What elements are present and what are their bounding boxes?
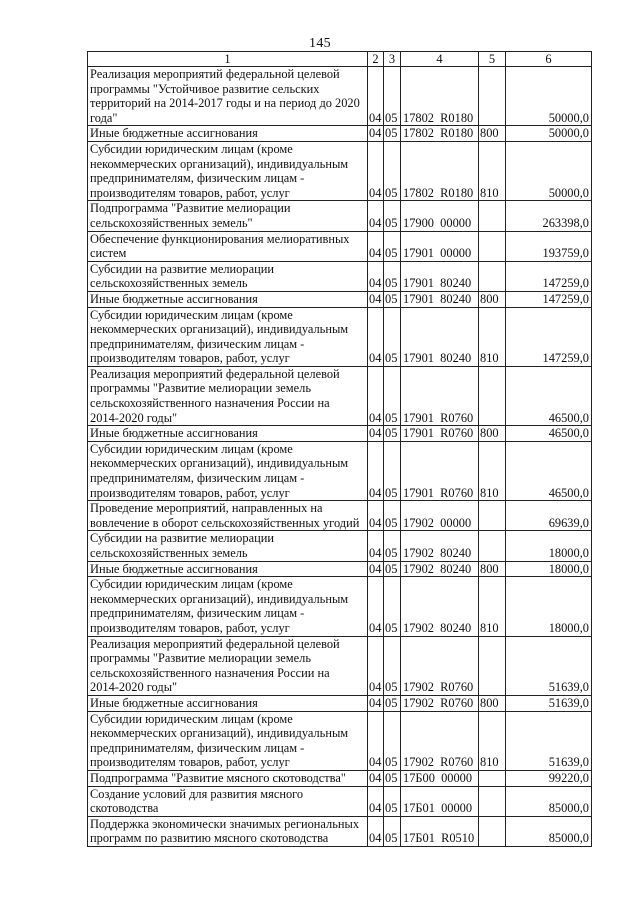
row-expense-type: 810 — [479, 577, 506, 636]
row-description-line: скотоводства — [90, 801, 159, 816]
table-header-row — [88, 52, 592, 67]
row-description-line: Субсидии на развитие мелиорации — [90, 531, 274, 546]
row-section-code: 04 — [368, 786, 384, 816]
row-target-code: 17902 00000 — [401, 501, 479, 531]
row-section-code: 04 — [368, 307, 384, 366]
row-subsection-code: 05 — [384, 501, 401, 531]
header-col-1: 1 — [88, 52, 368, 67]
row-amount: 46500,0 — [506, 366, 592, 425]
table-row — [88, 141, 592, 200]
row-description-line: Реализация мероприятий федеральной целевой — [90, 366, 340, 381]
row-expense-type — [479, 67, 506, 126]
header-col-6: 6 — [506, 52, 592, 67]
row-amount: 147259,0 — [506, 307, 592, 366]
row-amount: 193759,0 — [506, 231, 592, 261]
row-description-line: территорий на 2014-2017 годы и на период до 2020 — [90, 96, 360, 111]
row-target-code: 17802 R0180 — [401, 126, 479, 142]
row-description-line: сельскохозяйственных земель" — [90, 215, 253, 230]
row-section-code: 04 — [368, 366, 384, 425]
row-description — [88, 201, 368, 231]
row-description-line: Субсидии на развитие мелиорации — [90, 261, 274, 276]
row-target-code: 17901 80240 — [401, 291, 479, 307]
row-description-line: Субсидии юридическим лицам (кроме — [90, 441, 293, 456]
row-subsection-code: 05 — [384, 695, 401, 711]
row-description-line: некоммерческих организаций), индивидуальным — [90, 156, 349, 171]
row-description-line: программы "Развитие мелиорации земель — [90, 651, 311, 666]
row-amount: 18000,0 — [506, 577, 592, 636]
row-section-code: 04 — [368, 141, 384, 200]
row-subsection-code: 05 — [384, 201, 401, 231]
row-expense-type: 810 — [479, 307, 506, 366]
row-target-code: 17902 80240 — [401, 561, 479, 577]
row-subsection-code: 05 — [384, 711, 401, 770]
row-expense-type: 800 — [479, 426, 506, 442]
table-row — [88, 786, 592, 816]
header-col-2: 2 — [368, 52, 384, 67]
row-description — [88, 126, 368, 142]
row-subsection-code: 05 — [384, 770, 401, 786]
row-target-code: 17902 80240 — [401, 531, 479, 561]
row-expense-type: 810 — [479, 711, 506, 770]
row-section-code: 04 — [368, 126, 384, 142]
row-description — [88, 141, 368, 200]
table-row — [88, 561, 592, 577]
row-description-line: сельскохозяйственного назначения России на — [90, 665, 330, 680]
table-row — [88, 201, 592, 231]
row-subsection-code: 05 — [384, 786, 401, 816]
row-description — [88, 770, 368, 786]
row-description-line: Иные бюджетные ассигнования — [90, 291, 258, 306]
row-description — [88, 636, 368, 695]
row-section-code: 04 — [368, 636, 384, 695]
row-description-line: сельскохозяйственных земель — [90, 276, 248, 291]
row-description-line: года" — [90, 110, 118, 125]
row-amount: 46500,0 — [506, 441, 592, 500]
row-target-code: 17901 00000 — [401, 231, 479, 261]
row-subsection-code: 05 — [384, 636, 401, 695]
header-col-5: 5 — [479, 52, 506, 67]
row-description-line: Обеспечение функционирования мелиоративных — [90, 231, 350, 246]
row-target-code: 17901 R0760 — [401, 441, 479, 500]
row-expense-type — [479, 501, 506, 531]
row-subsection-code: 05 — [384, 291, 401, 307]
row-target-code: 17Б01 R0510 — [401, 816, 479, 846]
row-expense-type: 810 — [479, 441, 506, 500]
table-row — [88, 441, 592, 500]
row-subsection-code: 05 — [384, 67, 401, 126]
row-description — [88, 366, 368, 425]
row-subsection-code: 05 — [384, 426, 401, 442]
row-amount: 50000,0 — [506, 141, 592, 200]
row-description-line: Субсидии юридическим лицам (кроме — [90, 577, 293, 592]
row-description — [88, 67, 368, 126]
row-amount: 147259,0 — [506, 261, 592, 291]
row-description-line: Подпрограмма "Развитие мелиорации — [90, 201, 291, 216]
row-target-code: 17900 00000 — [401, 201, 479, 231]
row-description-line: Субсидии юридическим лицам (кроме — [90, 711, 293, 726]
row-subsection-code: 05 — [384, 561, 401, 577]
row-subsection-code: 05 — [384, 126, 401, 142]
row-target-code: 17901 R0760 — [401, 426, 479, 442]
row-amount: 51639,0 — [506, 695, 592, 711]
table-row — [88, 126, 592, 142]
row-description — [88, 501, 368, 531]
table-row — [88, 366, 592, 425]
row-description-line: предпринимателям, физическим лицам - — [90, 336, 305, 351]
row-subsection-code: 05 — [384, 307, 401, 366]
row-description-line: Подпрограмма "Развитие мясного скотоводства" — [90, 770, 346, 785]
row-amount: 85000,0 — [506, 816, 592, 846]
row-description-line: 2014-2020 годы" — [90, 410, 178, 425]
row-description-line: производителям товаров, работ, услуг — [90, 351, 290, 366]
table-row — [88, 577, 592, 636]
table-row — [88, 67, 592, 126]
row-expense-type: 800 — [479, 695, 506, 711]
row-target-code: 17902 R0760 — [401, 711, 479, 770]
row-description — [88, 786, 368, 816]
row-expense-type — [479, 786, 506, 816]
row-description-line: 2014-2020 годы" — [90, 680, 178, 695]
row-section-code: 04 — [368, 261, 384, 291]
row-description-line: программ по развитию мясного скотоводства — [90, 831, 329, 846]
row-expense-type: 810 — [479, 141, 506, 200]
row-target-code: 17802 R0180 — [401, 141, 479, 200]
row-description-line: производителям товаров, работ, услуг — [90, 620, 290, 635]
row-amount: 99220,0 — [506, 770, 592, 786]
table-body — [88, 52, 592, 847]
page-number: 145 — [309, 36, 331, 51]
row-description-line: вовлечение в оборот сельскохозяйственных угодий — [90, 515, 360, 530]
row-description-line: Поддержка экономически значимых региональных — [90, 816, 360, 831]
row-amount: 263398,0 — [506, 201, 592, 231]
row-description-line: Создание условий для развития мясного — [90, 786, 304, 801]
row-subsection-code: 05 — [384, 816, 401, 846]
row-section-code: 04 — [368, 695, 384, 711]
row-section-code: 04 — [368, 67, 384, 126]
header-col-4: 4 — [401, 52, 479, 67]
row-expense-type: 800 — [479, 291, 506, 307]
row-section-code: 04 — [368, 231, 384, 261]
row-amount: 50000,0 — [506, 126, 592, 142]
row-subsection-code: 05 — [384, 261, 401, 291]
row-description-line: программы "Устойчивое развитие сельских — [90, 81, 320, 96]
row-expense-type — [479, 770, 506, 786]
table-row — [88, 307, 592, 366]
row-expense-type: 800 — [479, 561, 506, 577]
row-subsection-code: 05 — [384, 441, 401, 500]
row-amount: 51639,0 — [506, 636, 592, 695]
row-description-line: Иные бюджетные ассигнования — [90, 426, 258, 441]
row-expense-type — [479, 816, 506, 846]
row-description-line: производителям товаров, работ, услуг — [90, 485, 290, 500]
row-description-line: предпринимателям, физическим лицам - — [90, 606, 305, 621]
row-description-line: Иные бюджетные ассигнования — [90, 126, 258, 141]
row-expense-type — [479, 231, 506, 261]
row-description — [88, 231, 368, 261]
row-description-line: Иные бюджетные ассигнования — [90, 561, 258, 576]
row-section-code: 04 — [368, 426, 384, 442]
row-description — [88, 577, 368, 636]
table-row — [88, 231, 592, 261]
row-amount: 18000,0 — [506, 531, 592, 561]
row-description-line: Субсидии юридическим лицам (кроме — [90, 307, 293, 322]
table-row — [88, 291, 592, 307]
row-description-line: предпринимателям, физическим лицам - — [90, 471, 305, 486]
row-subsection-code: 05 — [384, 577, 401, 636]
row-amount: 51639,0 — [506, 711, 592, 770]
row-description-line: Реализация мероприятий федеральной целевой — [90, 67, 340, 81]
row-description-line: предпринимателям, физическим лицам - — [90, 171, 305, 186]
row-description-line: производителям товаров, работ, услуг — [90, 755, 290, 770]
row-description-line: Субсидии юридическим лицам (кроме — [90, 141, 293, 156]
row-target-code: 17Б00 00000 — [401, 770, 479, 786]
row-target-code: 17802 R0180 — [401, 67, 479, 126]
table-row — [88, 816, 592, 846]
row-section-code: 04 — [368, 816, 384, 846]
table-row — [88, 501, 592, 531]
row-subsection-code: 05 — [384, 531, 401, 561]
row-subsection-code: 05 — [384, 366, 401, 425]
row-subsection-code: 05 — [384, 141, 401, 200]
row-target-code: 17902 R0760 — [401, 695, 479, 711]
row-expense-type — [479, 201, 506, 231]
header-col-3: 3 — [384, 52, 401, 67]
row-description — [88, 531, 368, 561]
row-target-code: 17901 80240 — [401, 261, 479, 291]
row-description-line: производителям товаров, работ, услуг — [90, 185, 290, 200]
row-amount: 147259,0 — [506, 291, 592, 307]
row-description-line: некоммерческих организаций), индивидуальным — [90, 726, 349, 741]
row-amount: 46500,0 — [506, 426, 592, 442]
row-section-code: 04 — [368, 577, 384, 636]
row-section-code: 04 — [368, 711, 384, 770]
row-expense-type — [479, 636, 506, 695]
row-amount: 50000,0 — [506, 67, 592, 126]
row-amount: 69639,0 — [506, 501, 592, 531]
row-expense-type: 800 — [479, 126, 506, 142]
row-description-line: сельскохозяйственных земель — [90, 546, 248, 560]
row-section-code: 04 — [368, 441, 384, 500]
row-description-line: предпринимателям, физическим лицам - — [90, 740, 305, 755]
row-description — [88, 441, 368, 500]
row-description — [88, 816, 368, 846]
row-description — [88, 426, 368, 442]
row-description-line: программы "Развитие мелиорации земель — [90, 381, 311, 396]
row-description — [88, 261, 368, 291]
table-row — [88, 695, 592, 711]
row-section-code: 04 — [368, 501, 384, 531]
row-target-code: 17902 80240 — [401, 577, 479, 636]
row-description — [88, 291, 368, 307]
table-row — [88, 426, 592, 442]
row-description — [88, 561, 368, 577]
row-expense-type — [479, 366, 506, 425]
row-amount: 85000,0 — [506, 786, 592, 816]
row-description — [88, 695, 368, 711]
row-target-code: 17901 R0760 — [401, 366, 479, 425]
row-description-line: некоммерческих организаций), индивидуальным — [90, 591, 349, 606]
row-description-line: Реализация мероприятий федеральной целевой — [90, 636, 340, 651]
row-expense-type — [479, 261, 506, 291]
row-target-code: 17901 80240 — [401, 307, 479, 366]
row-description-line: некоммерческих организаций), индивидуальным — [90, 456, 349, 471]
row-section-code: 04 — [368, 291, 384, 307]
row-section-code: 04 — [368, 770, 384, 786]
row-section-code: 04 — [368, 201, 384, 231]
row-description-line: Иные бюджетные ассигнования — [90, 695, 258, 710]
row-description-line: некоммерческих организаций), индивидуальным — [90, 322, 349, 337]
table-row — [88, 261, 592, 291]
row-target-code: 17Б01 00000 — [401, 786, 479, 816]
table-row — [88, 770, 592, 786]
table-row — [88, 531, 592, 561]
row-description-line: систем — [90, 246, 127, 261]
table-row — [88, 711, 592, 770]
row-description — [88, 307, 368, 366]
row-description — [88, 711, 368, 770]
row-subsection-code: 05 — [384, 231, 401, 261]
row-section-code: 04 — [368, 531, 384, 561]
row-description-line: Проведение мероприятий, направленных на — [90, 501, 323, 516]
row-amount: 18000,0 — [506, 561, 592, 577]
row-target-code: 17902 R0760 — [401, 636, 479, 695]
budget-table — [87, 51, 592, 847]
row-description-line: сельскохозяйственного назначения России на — [90, 396, 330, 411]
table-row — [88, 636, 592, 695]
row-expense-type — [479, 531, 506, 561]
row-section-code: 04 — [368, 561, 384, 577]
